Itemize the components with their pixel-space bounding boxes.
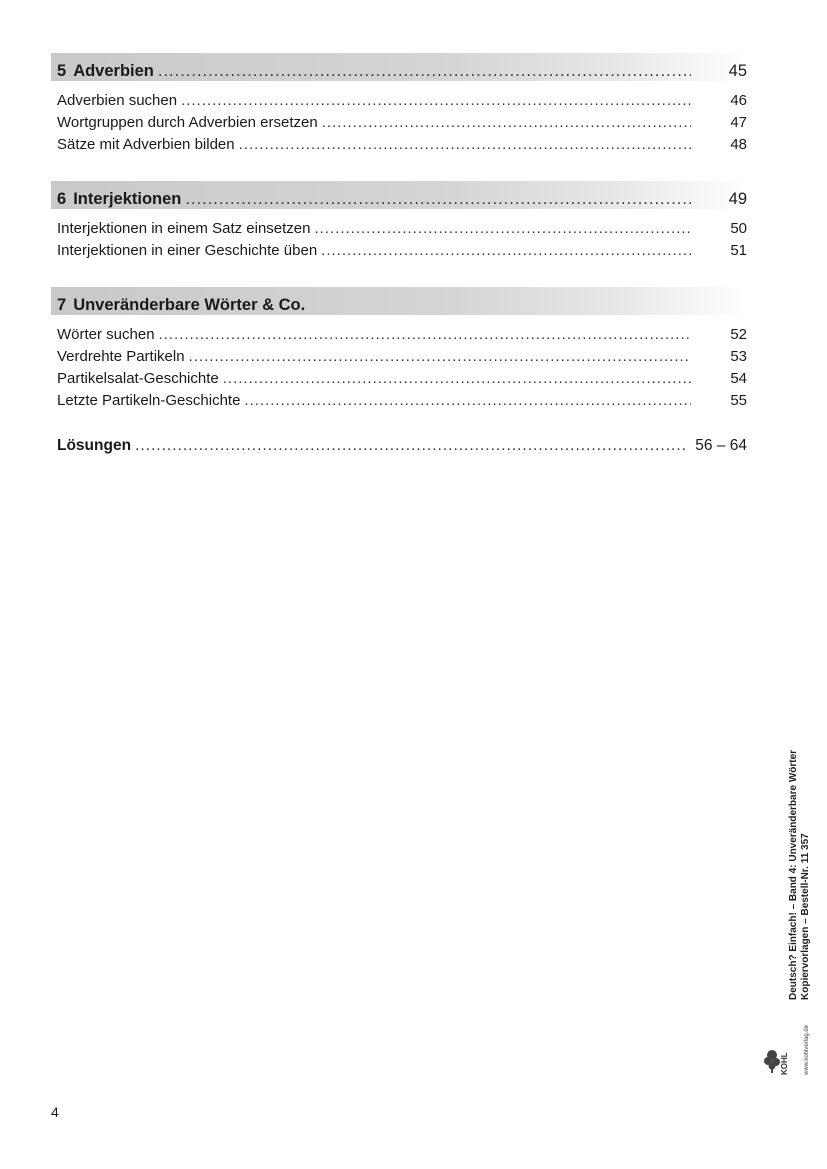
page-ref: 52 [730,326,747,343]
page-ref: 54 [730,370,747,387]
entry-title: Interjektionen in einem Satz einsetzen [57,220,311,237]
imprint-line-2: Kopiervorlagen – Bestell-Nr. 11 357 [800,833,811,1000]
page-ref: 49 [728,190,747,208]
entry-list [51,215,751,259]
dot-leader [239,136,691,153]
dot-leader [223,370,691,387]
section-5 [51,53,751,153]
toc-entry [51,215,751,237]
toc-entry [51,109,751,131]
entry-title: Wortgruppen durch Adverbien ersetzen [57,114,318,131]
publisher-url: www.kohlverlag.de [804,1024,810,1075]
dot-leader [189,348,691,365]
toc-entry [51,131,751,153]
imprint-line-1: Deutsch? Einfach! – Band 4: Unveränderbare Wörter [788,749,799,1000]
section-header [51,53,751,81]
section-number: 5 [57,62,67,80]
publisher-logo [762,1005,812,1075]
page-ref: 46 [730,92,747,109]
dot-leader [158,62,691,81]
toc-entry [51,343,751,365]
section-title-text: Interjektionen [73,190,182,208]
dot-leader [322,114,691,131]
solutions-entry [51,431,751,455]
dot-leader [181,92,691,109]
entry-list [51,321,751,409]
toc-entry [51,87,751,109]
section-header [51,181,751,209]
section-title [57,62,154,81]
entry-title: Letzte Partikeln-Geschichte [57,392,241,409]
page-ref: 51 [730,242,747,259]
section-title [57,296,305,315]
solutions-title: Lösungen [57,437,132,454]
entry-title: Verdrehte Partikeln [57,348,185,365]
dot-leader [321,242,691,259]
section-title-text: Adverbien [73,62,154,80]
toc-entry [51,387,751,409]
section-7 [51,287,751,409]
toc-entry [51,321,751,343]
section-title-text: Unveränderbare Wörter & Co. [73,296,306,314]
page-ref: 50 [730,220,747,237]
page-ref: 53 [730,348,747,365]
section-title [57,190,181,209]
dot-leader [159,326,691,343]
table-of-contents [51,53,751,455]
dot-leader [244,392,691,409]
entry-title: Adverbien suchen [57,92,178,109]
toc-entry [51,365,751,387]
section-number: 7 [57,296,67,314]
dot-leader [185,190,691,209]
entry-title: Partikelsalat-Geschichte [57,370,219,387]
publisher-name: KOHL [780,1052,789,1075]
page-ref: 48 [730,136,747,153]
entry-title: Interjektionen in einer Geschichte üben [57,242,318,259]
page-ref: 47 [730,114,747,131]
dot-leader [314,220,691,237]
toc-entry [51,237,751,259]
section-header [51,287,751,315]
entry-title: Sätze mit Adverbien bilden [57,136,235,153]
page-number: 4 [51,1104,59,1120]
page-ref: 55 [730,392,747,409]
section-6 [51,181,751,259]
section-number: 6 [57,190,67,208]
entry-list [51,87,751,153]
page-ref: 56 – 64 [695,437,747,454]
dot-leader [135,437,687,455]
page-ref: 45 [728,62,747,80]
imprint-text [788,750,812,1000]
entry-title: Wörter suchen [57,326,155,343]
